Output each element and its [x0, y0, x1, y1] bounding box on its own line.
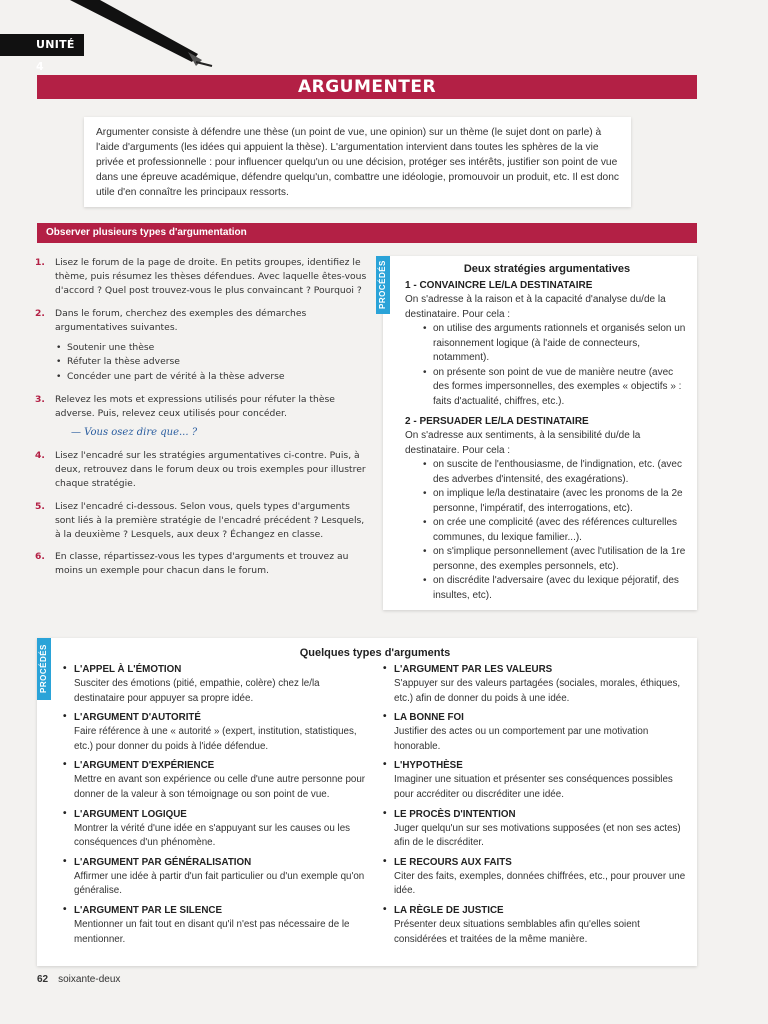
argument-name: • LE RECOURS AUX FAITS	[394, 856, 512, 868]
argument-name: • LA BONNE FOI	[394, 712, 464, 724]
strategy-2-text: On s'adresse aux sentiments, à la sensibilité du/de la destinataire. Pour cela :	[405, 430, 641, 456]
strategy-2-heading: 2 - PERSUADER LE/LA DESTINATAIRE	[405, 416, 589, 427]
question-number: 4.	[35, 450, 45, 462]
list-item	[383, 856, 687, 899]
intro-box: Argumenter consiste à défendre une thèse (un point de vue, une opinion) sur un thème (le sujet dont on parle) à l'aide d'arguments (les idées qui appuient la thèse). L'argumentation intervient dans toutes les sphères de la vie privée et professionnelle : pour influencer quelqu'un ou une décision, protéger ses intérêts, justifier son point de vue dans une épreuve académique, défendre quelqu'un, combattre une idéologie, promouvoir un produit, etc. Il est donc utile d'en connaître les principaux ressorts.	[84, 117, 631, 207]
argument-name: • L'ARGUMENT D'AUTORITÉ	[74, 712, 201, 724]
list-item	[63, 663, 367, 706]
argument-desc: Montrer la vérité d'une idée en s'appuyant sur les causes ou les conséquences d'un phénomène.	[74, 822, 351, 849]
list-item: • on suscite de l'enthousiasme, de l'indignation, etc. (avec des adverbes d'intensité, des exagérations).	[423, 458, 689, 487]
argument-types-left	[63, 663, 367, 952]
question-number: 1.	[35, 257, 45, 268]
argument-desc: Mentionner un fait tout en disant qu'il n'est pas nécessaire de le mentionner.	[74, 918, 350, 945]
argument-types-title: Quelques types d'arguments	[299, 647, 451, 659]
argument-desc: S'appuyer sur des valeurs partagées (sociales, morales, éthiques, etc.) afin de donner du poids à une idée.	[394, 678, 681, 704]
question-text: Relevez les mots et expressions utilisés pour réfuter la thèse adverse. Puis, relevez ceux utilisés pour concéder.	[55, 394, 335, 420]
argument-desc: Faire référence à une « autorité » (expert, institution, statistiques, etc.) pour donner du poids à l'idée défendue.	[74, 726, 357, 752]
list-item: • on utilise des arguments rationnels et organisés selon un raisonnement logique (à l'aide de connecteurs, notamment).	[423, 322, 689, 366]
list-item	[383, 759, 687, 802]
list-item: • Concéder une part de vérité à la thèse adverse	[55, 370, 367, 385]
list-item: • on présente son point de vue de manière neutre (avec des formes impersonnelles, des exemples « objectifs » : faits d'actualité, chiffres, etc.).	[423, 366, 689, 410]
list-item	[63, 904, 367, 947]
list-item: • on s'implique personnellement (avec l'utilisation de la 1re personne, des exemples personnels, etc).	[423, 545, 689, 574]
question-number: 5.	[35, 500, 45, 512]
question-6	[35, 550, 367, 578]
page-title: ARGUMENTER	[37, 75, 697, 99]
question-number: 6.	[35, 551, 45, 563]
argument-name: • L'HYPOTHÈSE	[394, 760, 463, 772]
argument-name: • LE PROCÈS D'INTENTION	[394, 808, 516, 820]
page-footer	[37, 974, 120, 985]
list-item	[63, 856, 367, 899]
strategies-box	[378, 256, 697, 610]
list-item	[383, 904, 687, 947]
argument-desc: Affirmer une idée à partir d'un fait particulier ou d'un exemple qu'on généralise.	[74, 870, 365, 897]
argument-name: • L'ARGUMENT PAR LE SILENCE	[74, 904, 223, 916]
question-number: 2.	[35, 307, 45, 319]
list-item	[63, 759, 367, 802]
argument-desc: Juger quelqu'un sur ses motivations supposées (et non ses actes) afin de le discréditer.	[394, 822, 681, 849]
argument-name: • LA RÈGLE DE JUSTICE	[394, 904, 504, 916]
question-text: En classe, répartissez-vous les types d'arguments et trouvez au moins un exemple pour chacun dans le forum.	[55, 551, 349, 577]
question-3	[35, 393, 367, 440]
list-item	[383, 663, 687, 706]
argument-desc: Justifier des actes ou un comportement par une motivation honorable.	[394, 726, 649, 752]
section-title: Observer plusieurs types d'argumentation	[37, 223, 697, 243]
argument-name: • L'ARGUMENT LOGIQUE	[74, 808, 187, 820]
question-1	[35, 256, 367, 298]
strategy-1-heading: 1 - CONVAINCRE LE/LA DESTINATAIRE	[405, 280, 593, 291]
list-item	[383, 711, 687, 754]
page-number-words: soixante-deux	[58, 974, 121, 985]
list-item: • Réfuter la thèse adverse	[55, 355, 367, 370]
list-item: • Soutenir une thèse	[55, 341, 367, 356]
argument-name: • L'ARGUMENT PAR GÉNÉRALISATION	[74, 856, 252, 868]
question-list	[35, 256, 367, 587]
question-text: Lisez l'encadré sur les stratégies argumentatives ci-contre. Puis, à deux, retrouvez dans le forum deux ou trois exemples pour illustrer chaque stratégie.	[55, 450, 366, 489]
argument-desc: Imaginer une situation et présenter ses conséquences possibles pour accréditer ou discréditer une idée.	[394, 774, 673, 800]
page-number: 62	[37, 974, 49, 985]
question-text: Lisez le forum de la page de droite. En petits groupes, identifiez le thème, puis résumez les thèses défendues. Avec laquelle êtes-vous d'accord ? Quel post trouvez-vous le plus convaincant ? Pourquoi ?	[55, 257, 367, 296]
argument-desc: Présenter deux situations semblables afin qu'elles soient considérées et traitées de la même manière.	[394, 918, 640, 945]
strategies-title: Deux stratégies argumentatives	[463, 263, 631, 275]
question-example: — Vous osez dire que... ?	[71, 427, 198, 439]
argument-desc: Citer des faits, exemples, données chiffrées, etc., pour prouver une idée.	[394, 870, 686, 897]
argument-name: • L'ARGUMENT D'EXPÉRIENCE	[74, 760, 215, 772]
list-item: • on implique le/la destinataire (avec les pronoms de la 2e personne, l'impératif, des interrogations, etc).	[423, 487, 689, 516]
question-4	[35, 449, 367, 491]
list-item: • on discrédite l'adversaire (avec du lexique péjoratif, des insultes, etc).	[423, 574, 689, 603]
unit-label: UNITÉ 4	[0, 34, 84, 56]
question-number: 3.	[35, 394, 45, 406]
argument-desc: Susciter des émotions (pitié, empathie, colère) chez le/la destinataire pour appuyer sa propre idée.	[74, 678, 320, 704]
procedes-tag: PROCÉDÉS	[37, 638, 51, 700]
strategy-1-text: On s'adresse à la raison et à la capacité d'analyse du/de la destinataire. Pour cela :	[405, 294, 666, 320]
argument-types-right	[383, 663, 687, 952]
list-item	[63, 711, 367, 754]
list-item	[383, 808, 687, 851]
question-text: Lisez l'encadré ci-dessous. Selon vous, quels types d'arguments sont liés à la première stratégie de l'encadré précédent ? Lesquels, à la deuxième ? Lesquels, aux deux ? Échangez en classe.	[55, 500, 365, 540]
procedes-tag: PROCÉDÉS	[376, 256, 390, 314]
argument-name: • L'ARGUMENT PAR LES VALEURS	[394, 664, 553, 675]
question-2	[35, 307, 367, 385]
argument-types-box	[37, 638, 697, 966]
list-item	[63, 808, 367, 851]
list-item: • on crée une complicité (avec des références culturelles communes, du lexique familier...).	[423, 516, 689, 545]
pen-illustration	[70, 0, 220, 70]
question-5	[35, 500, 367, 542]
question-text: Dans le forum, cherchez des exemples des démarches argumentatives suivantes.	[55, 307, 307, 333]
argument-name: • L'APPEL À L'ÉMOTION	[74, 664, 182, 675]
argument-desc: Mettre en avant son expérience ou celle d'une autre personne pour donner de la valeur à son témoignage ou son point de vue.	[74, 774, 366, 800]
